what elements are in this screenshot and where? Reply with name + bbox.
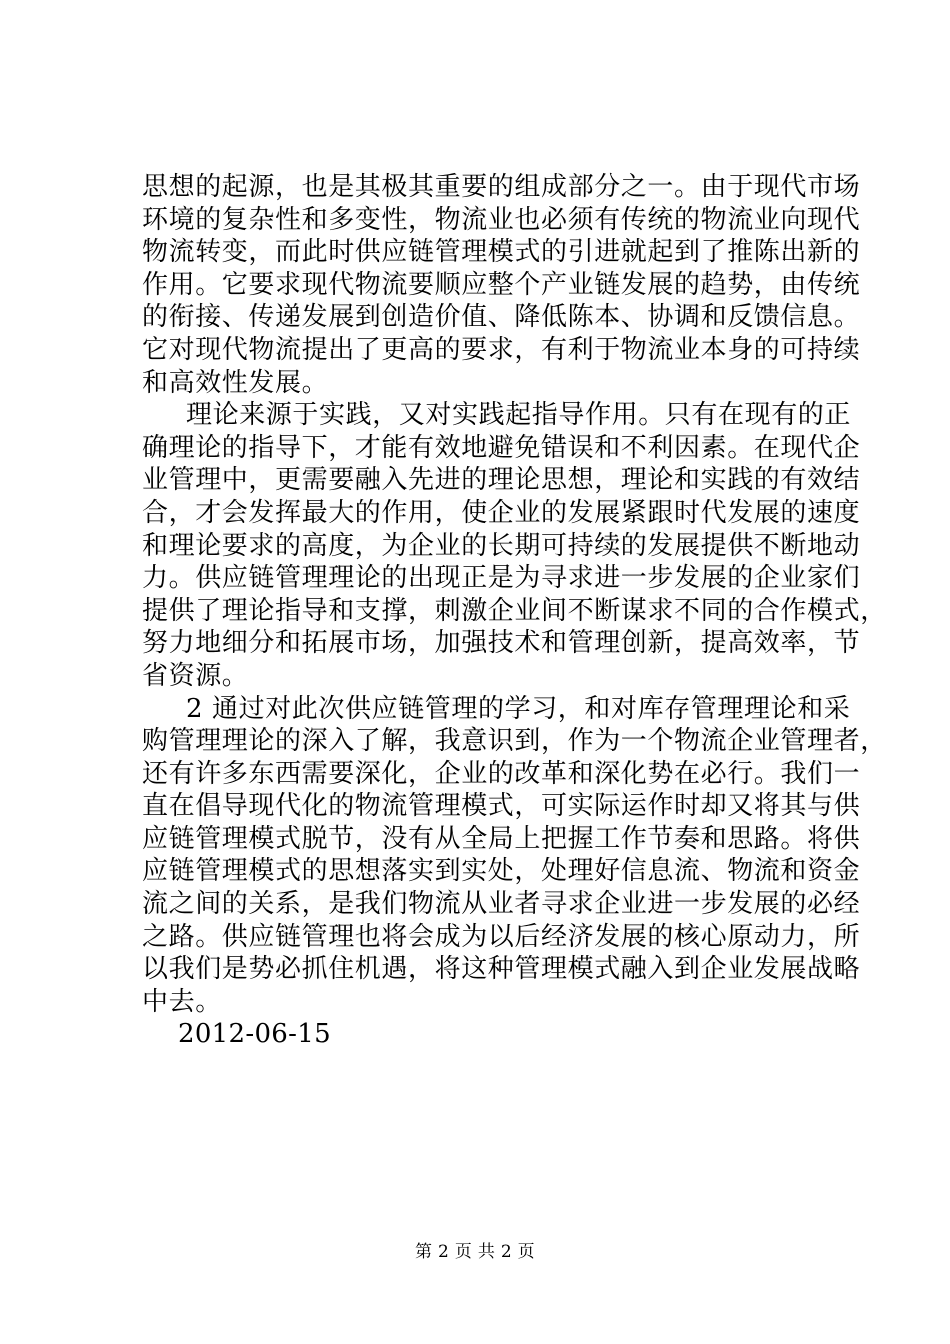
text-line: 它对现代物流提出了更高的要求，有利于物流业本身的可持续: [142, 334, 861, 365]
text-line: 以我们是势必抓住机遇，将这种管理模式融入到企业发展战略: [142, 954, 861, 985]
text-line: 流之间的关系，是我们物流从业者寻求企业进一步发展的必经: [142, 889, 861, 920]
text-line: 和高效性发展。: [142, 367, 329, 398]
paragraph-1: [142, 171, 861, 399]
page-number-footer: 第 2 页 共 2 页: [415, 1242, 535, 1262]
text-line: 业管理中，更需要融入先进的理论思想，理论和实践的有效结: [142, 465, 861, 496]
document-date: 2012-06-15: [178, 1019, 331, 1050]
text-line: 提供了理论指导和支撑，刺激企业间不断谋求不同的合作模式，: [142, 595, 887, 626]
text-line: 中去。: [142, 986, 222, 1017]
text-line: 物流转变，而此时供应链管理模式的引进就起到了推陈出新的: [142, 237, 861, 268]
text-line: 思想的起源，也是其极其重要的组成部分之一。由于现代市场: [142, 172, 861, 202]
text-line: 购管理理论的深入了解，我意识到，作为一个物流企业管理者，: [142, 726, 887, 757]
text-line: 和理论要求的高度，为企业的长期可持续的发展提供不断地动: [142, 530, 861, 561]
document-body: [142, 171, 887, 1051]
text-line: 应链管理模式的思想落实到实处，处理好信息流、物流和资金: [142, 856, 861, 887]
text-line: 应链管理模式脱节，没有从全局上把握工作节奏和思路。将供: [142, 823, 861, 854]
text-line: 环境的复杂性和多变性，物流业也必须有传统的物流业向现代: [142, 204, 861, 235]
paragraph-2: [142, 399, 887, 692]
text-line: 确理论的指导下，才能有效地避免错误和不利因素。在现代企: [142, 432, 861, 463]
text-line: 省资源。: [142, 660, 249, 691]
paragraph-3: [142, 693, 887, 1019]
text-line: 还有许多东西需要深化，企业的改革和深化势在必行。我们一: [142, 758, 861, 789]
text-line: 直在倡导现代化的物流管理模式，可实际运作时却又将其与供: [142, 791, 861, 822]
text-line: 的衔接、传递发展到创造价值、降低陈本、协调和反馈信息。: [142, 302, 861, 333]
text-line: 之路。供应链管理也将会成为以后经济发展的核心原动力，所: [142, 921, 861, 952]
text-line: 合，才会发挥最大的作用，使企业的发展紧跟时代发展的速度: [142, 497, 861, 528]
text-line: 作用。它要求现代物流要顺应整个产业链发展的趋势，由传统: [142, 269, 861, 300]
text-line: 2 通过对此次供应链管理的学习，和对库存管理理论和采: [186, 693, 851, 724]
text-line: 力。供应链管理理论的出现正是为寻求进一步发展的企业家们: [142, 563, 861, 594]
text-line: 努力地细分和拓展市场，加强技术和管理创新，提高效率，节: [142, 628, 861, 659]
text-line: 理论来源于实践，又对实践起指导作用。只有在现有的正: [186, 400, 852, 431]
